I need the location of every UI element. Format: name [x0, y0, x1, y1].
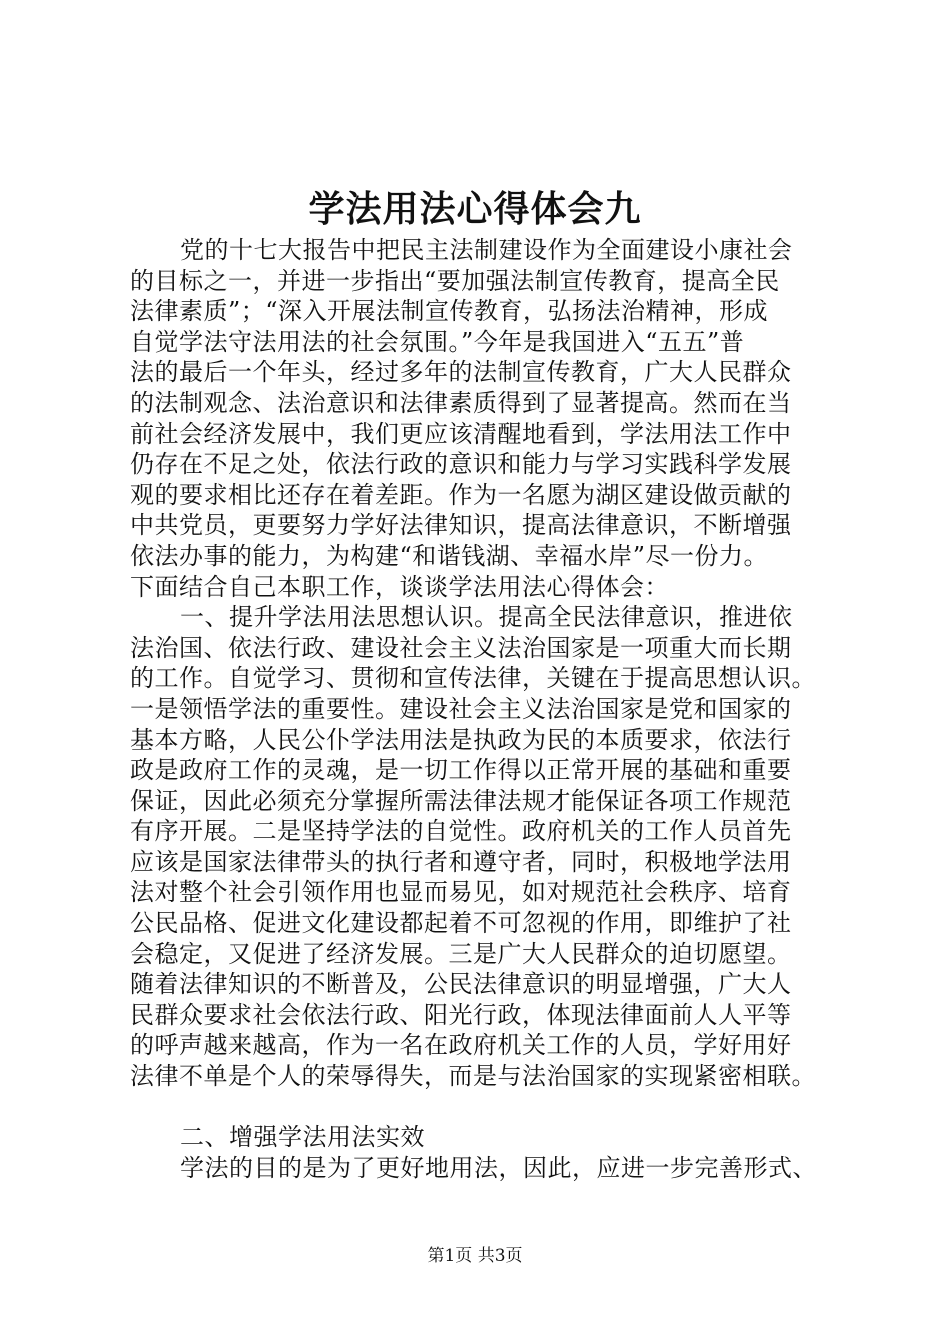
- body-line: 前社会经济发展中，我们更应该清醒地看到，学法用法工作中: [130, 419, 792, 448]
- body-line: 应该是国家法律带头的执行者和遵守者，同时，积极地学法用: [130, 847, 792, 876]
- body-line: 中共党员，更要努力学好法律知识，提高法律意识，不断增强: [130, 511, 792, 540]
- body-line: 一、提升学法用法思想认识。提高全民法律意识，推进依: [180, 603, 793, 632]
- document-title: 学法用法心得体会九: [308, 188, 642, 230]
- page-footer: 第1页 共3页: [427, 1246, 523, 1266]
- body-line: 有序开展。二是坚持学法的自觉性。政府机关的工作人员首先: [130, 817, 792, 846]
- body-line: 的目标之一，并进一步指出“要加强法制宣传教育，提高全民: [130, 266, 780, 295]
- body-line: 公民品格、促进文化建设都起着不可忽视的作用，即维护了社: [130, 909, 792, 938]
- body-line: 自觉学法守法用法的社会氛围。”今年是我国进入“五五”普: [130, 327, 745, 356]
- paragraph-gap: [130, 1092, 850, 1123]
- body-line: 随着法律知识的不断普及，公民法律意识的明显增强，广大人: [130, 970, 792, 999]
- body-line: 民群众要求社会依法行政、阳光行政，体现法律面前人人平等: [130, 1000, 792, 1029]
- body-line: 的工作。自觉学习、贯彻和宣传法律，关键在于提高思想认识。: [130, 664, 816, 693]
- document-body: [130, 235, 850, 1183]
- body-line: 法治国、依法行政、建设社会主义法治国家是一项重大而长期: [130, 633, 792, 662]
- body-line: 的法制观念、法治意识和法律素质得到了显著提高。然而在当: [130, 388, 792, 417]
- body-line: 学法的目的是为了更好地用法，因此，应进一步完善形式、: [180, 1153, 817, 1182]
- body-line: 依法办事的能力，为构建“和谐钱湖、幸福水岸”尽一份力。: [130, 541, 769, 570]
- body-line: 一是领悟学法的重要性。建设社会主义法治国家是党和国家的: [130, 694, 792, 723]
- body-line: 政是政府工作的灵魂，是一切工作得以正常开展的基础和重要: [130, 756, 792, 785]
- body-line: 会稳定，又促进了经济发展。三是广大人民群众的迫切愿望。: [130, 939, 792, 968]
- body-line: 法的最后一个年头，经过多年的法制宣传教育，广大人民群众: [130, 358, 792, 387]
- body-line: 法律素质”；“深入开展法制宣传教育，弘扬法治精神，形成: [130, 297, 769, 326]
- body-line: 的呼声越来越高，作为一名在政府机关工作的人员，学好用好: [130, 1031, 792, 1060]
- body-line: 基本方略，人民公仆学法用法是执政为民的本质要求，依法行: [130, 725, 792, 754]
- body-line: 党的十七大报告中把民主法制建设作为全面建设小康社会: [180, 236, 793, 264]
- body-line: 观的要求相比还存在着差距。作为一名愿为湖区建设做贡献的: [130, 480, 792, 509]
- body-line: 下面结合自己本职工作，谈谈学法用法心得体会：: [130, 572, 669, 601]
- body-line: 法律不单是个人的荣辱得失，而是与法治国家的实现紧密相联。: [130, 1062, 816, 1091]
- body-line: 法对整个社会引领作用也显而易见，如对规范社会秩序、培育: [130, 878, 792, 907]
- body-line: 仍存在不足之处，依法行政的意识和能力与学习实践科学发展: [130, 450, 792, 479]
- body-line: 保证，因此必须充分掌握所需法律法规才能保证各项工作规范: [130, 786, 792, 815]
- section-heading: 二、增强学法用法实效: [180, 1123, 425, 1152]
